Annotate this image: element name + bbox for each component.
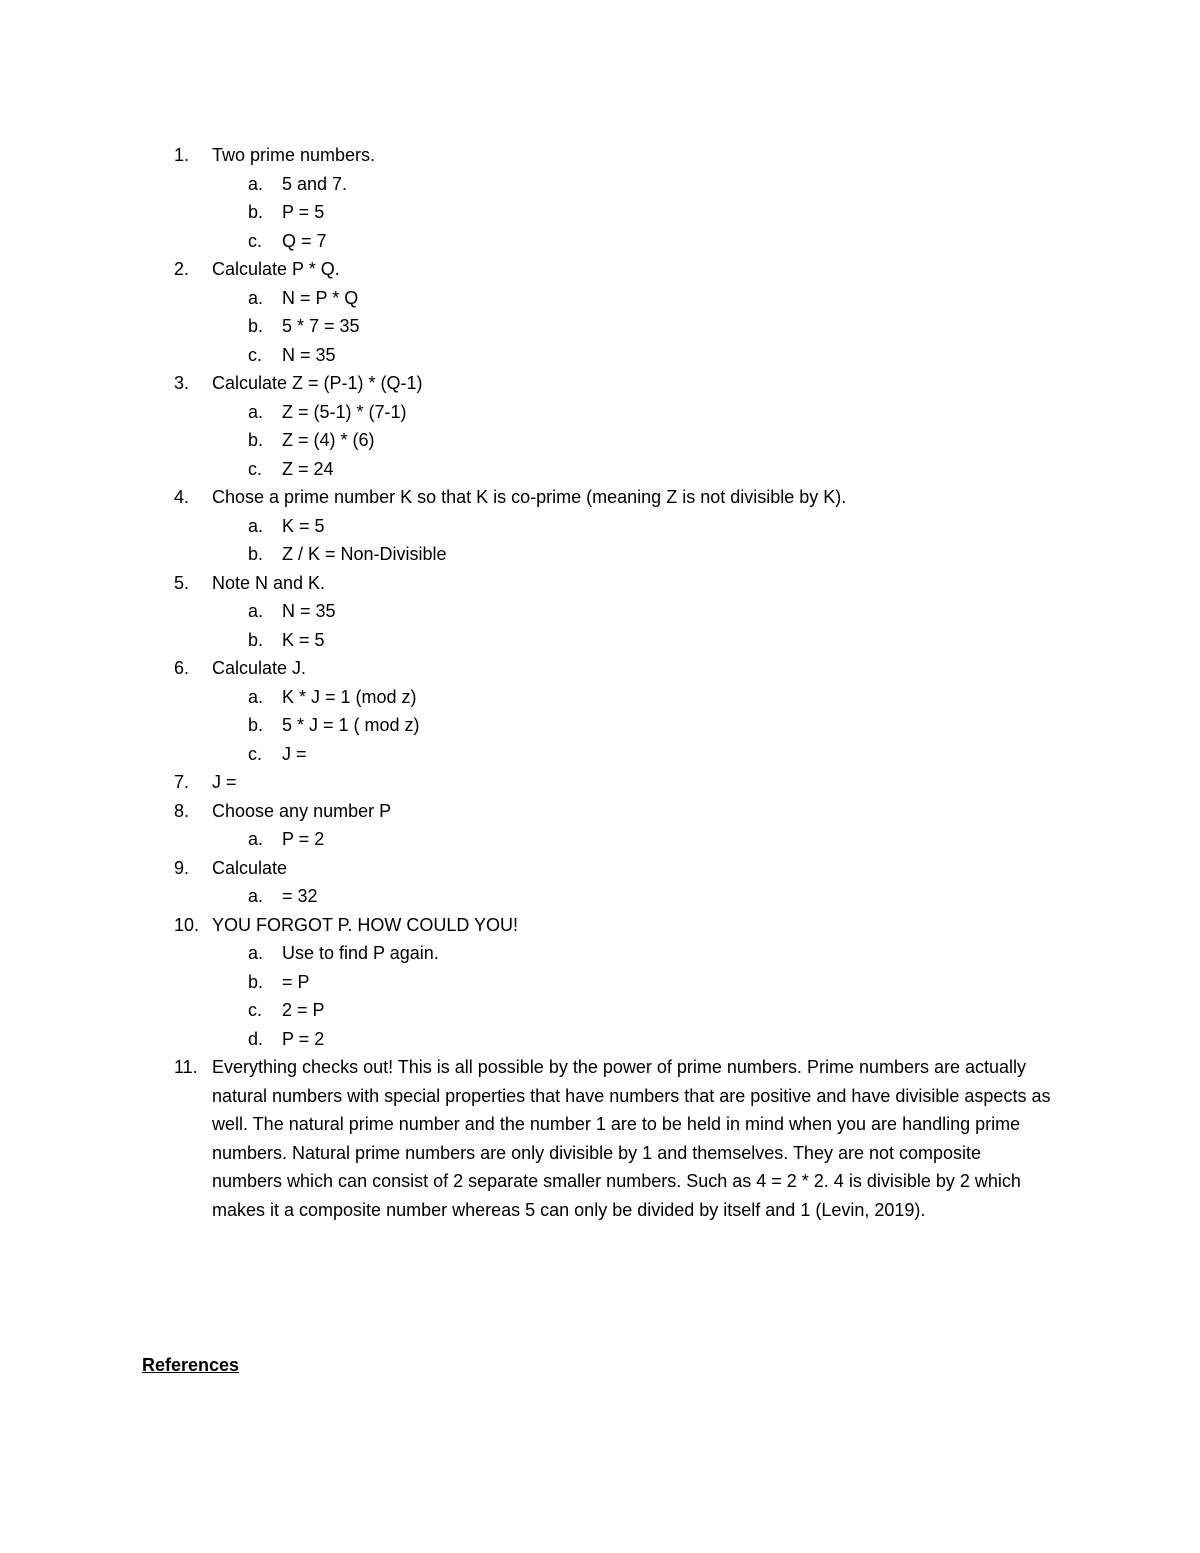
list-item — [0, 569, 1200, 598]
list-number: 5. — [174, 572, 190, 593]
sub-list-text: = 32 — [282, 886, 318, 906]
list-item-text: Calculate J. — [212, 658, 307, 678]
sub-list-text: 5 * J = 1 ( mod z) — [282, 715, 420, 735]
sub-list-item — [0, 426, 1200, 455]
sub-list-letter: a. — [248, 943, 264, 963]
sub-list-item — [0, 626, 1200, 655]
list-number: 6. — [174, 658, 190, 678]
sub-list-item — [0, 398, 1200, 427]
numbered-list — [0, 141, 1200, 1053]
sub-list-item — [0, 968, 1200, 997]
list-item-text: YOU FORGOT P. HOW COULD YOU! — [212, 914, 519, 935]
sub-list-letter: c. — [248, 458, 263, 479]
sub-list-item — [0, 1025, 1200, 1054]
sub-list-text: N = 35 — [282, 344, 336, 365]
sub-list-text: P = 5 — [282, 202, 325, 222]
list-item-final — [0, 1053, 1200, 1224]
sub-list-letter: b. — [248, 430, 264, 450]
list-item — [0, 854, 1200, 883]
list-item — [0, 483, 1200, 512]
list-item — [0, 255, 1200, 284]
sub-list-text: 5 * 7 = 35 — [282, 316, 360, 336]
list-number: 7. — [174, 772, 190, 792]
sub-list-letter: a. — [248, 287, 264, 308]
sub-list-item — [0, 512, 1200, 541]
sub-list-letter: c. — [248, 743, 263, 764]
list-item — [0, 797, 1200, 826]
sub-list-item — [0, 882, 1200, 911]
sub-list-text: N = 35 — [282, 601, 336, 621]
sub-list-letter: c. — [248, 1000, 263, 1020]
sub-list-item — [0, 312, 1200, 341]
sub-list-letter: a. — [248, 515, 264, 536]
sub-list-letter: a. — [248, 601, 264, 621]
sub-list-text: = P — [282, 971, 310, 992]
list-number: 10. — [174, 914, 200, 935]
sub-list-letter: b. — [248, 715, 264, 735]
list-number: 3. — [174, 373, 190, 393]
sub-list-item — [0, 455, 1200, 484]
sub-list-text: N = P * Q — [282, 287, 359, 308]
sub-list-item — [0, 683, 1200, 712]
list-number: 11. — [174, 1057, 198, 1077]
sub-list-letter: b. — [248, 316, 264, 336]
sub-list-letter: d. — [248, 1028, 264, 1049]
list-number: 2. — [174, 259, 190, 279]
sub-list-letter: c. — [248, 230, 263, 251]
sub-list-item — [0, 341, 1200, 370]
sub-list-letter: c. — [248, 344, 263, 365]
list-item-text: Choose any number P — [212, 800, 392, 821]
sub-list-letter: b. — [248, 629, 264, 650]
sub-list-letter: b. — [248, 544, 264, 564]
sub-list-letter: a. — [248, 829, 264, 849]
sub-list-item — [0, 996, 1200, 1025]
sub-list-text: Q = 7 — [282, 230, 327, 251]
list-item-text: Calculate P * Q. — [212, 259, 340, 279]
sub-list-item — [0, 284, 1200, 313]
list-item-text: J = — [212, 772, 237, 792]
sub-list-item — [0, 540, 1200, 569]
references-heading: References — [142, 1355, 240, 1375]
list-item — [0, 654, 1200, 683]
list-item-text: Chose a prime number K so that K is co-prime (meaning Z is not divisible by K). — [212, 487, 847, 507]
sub-list-letter: a. — [248, 401, 264, 422]
sub-list-item — [0, 740, 1200, 769]
document-body — [0, 141, 1200, 1224]
sub-list-letter: a. — [248, 686, 264, 707]
sub-list-letter: a. — [248, 886, 264, 906]
list-number: 9. — [174, 857, 190, 878]
sub-list-text: K * J = 1 (mod z) — [282, 686, 417, 707]
list-item-text: Two prime numbers. — [212, 145, 376, 165]
sub-list-item — [0, 825, 1200, 854]
sub-list-item — [0, 939, 1200, 968]
sub-list-text: Z = (5-1) * (7-1) — [282, 401, 407, 422]
sub-list-item — [0, 170, 1200, 199]
list-number: 4. — [174, 487, 190, 507]
sub-list-text: 5 and 7. — [282, 173, 348, 194]
list-number: 1. — [174, 145, 190, 165]
list-item-text: Calculate Z = (P-1) * (Q-1) — [212, 373, 423, 393]
list-item-text: Note N and K. — [212, 572, 326, 593]
sub-list-text: Use to find P again. — [282, 943, 439, 963]
sub-list-item — [0, 711, 1200, 740]
sub-list-text: P = 2 — [282, 829, 325, 849]
list-number: 8. — [174, 800, 190, 821]
sub-list-letter: b. — [248, 971, 264, 992]
sub-list-letter: b. — [248, 202, 264, 222]
list-item — [0, 911, 1200, 940]
list-paragraph: Everything checks out! This is all possible by the power of prime numbers. Prime numbers are actually natural numbers with special properties that have numbers that are positive and have divisible aspects as well. The natural prime number and the number 1 are to be held in mind when you are handling prime numbers. Natural prime numbers are only divisible by 1 and themselves. They are not composite numbers which can consist of 2 separate smaller numbers. Such as 4 = 2 * 2. 4 is divisible by 2 which makes it a composite number whereas 5 can only be divided by itself and 1 (Levin, 2019). — [212, 1057, 1051, 1220]
sub-list-item — [0, 198, 1200, 227]
sub-list-letter: a. — [248, 173, 264, 194]
sub-list-text: K = 5 — [282, 515, 325, 536]
list-item-text: Calculate — [212, 857, 288, 878]
list-item — [0, 141, 1200, 170]
sub-list-item — [0, 597, 1200, 626]
list-item — [0, 369, 1200, 398]
sub-list-text: Z = (4) * (6) — [282, 430, 375, 450]
sub-list-text: Z = 24 — [282, 458, 334, 479]
sub-list-text: J = — [282, 743, 307, 764]
sub-list-text: K = 5 — [282, 629, 325, 650]
sub-list-text: Z / K = Non-Divisible — [282, 544, 447, 564]
sub-list-text: P = 2 — [282, 1028, 325, 1049]
sub-list-item — [0, 227, 1200, 256]
sub-list-text: 2 = P — [282, 1000, 325, 1020]
list-item — [0, 768, 1200, 797]
